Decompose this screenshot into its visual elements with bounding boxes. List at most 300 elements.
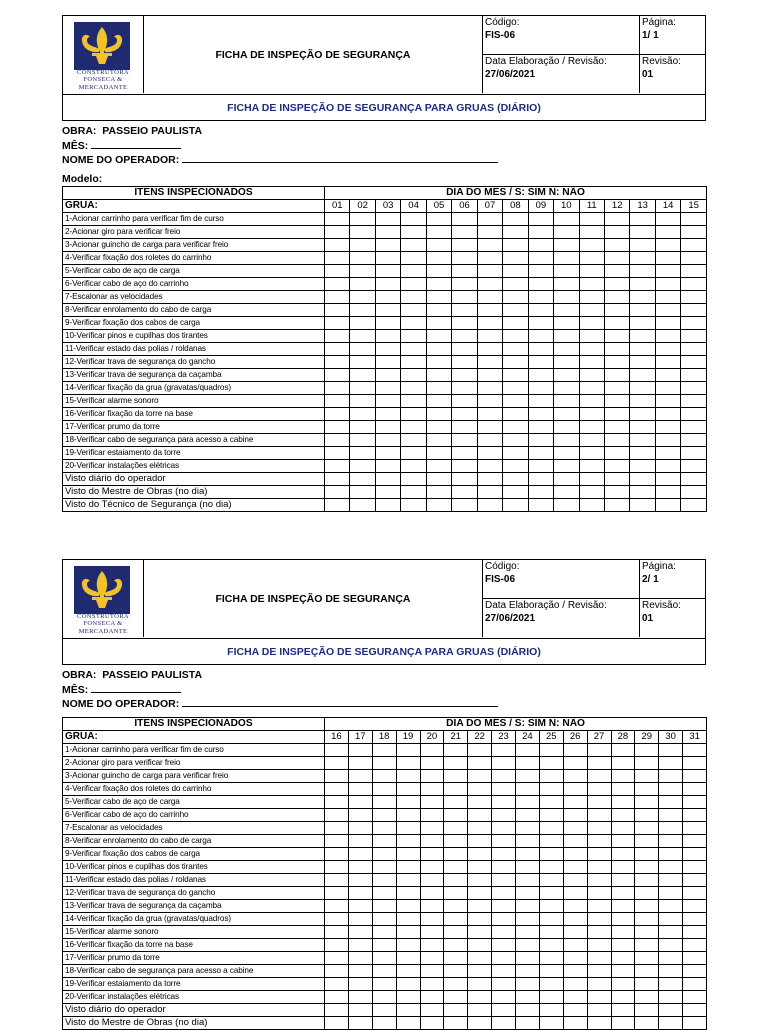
check-cell[interactable] (655, 239, 680, 252)
check-cell[interactable] (579, 486, 604, 499)
check-cell[interactable] (348, 744, 372, 757)
check-cell[interactable] (587, 1004, 611, 1017)
check-cell[interactable] (579, 343, 604, 356)
check-cell[interactable] (477, 252, 502, 265)
check-cell[interactable] (348, 952, 372, 965)
check-cell[interactable] (325, 343, 350, 356)
check-cell[interactable] (401, 369, 426, 382)
check-cell[interactable] (348, 770, 372, 783)
check-cell[interactable] (539, 1004, 563, 1017)
check-cell[interactable] (325, 408, 350, 421)
check-cell[interactable] (348, 900, 372, 913)
check-cell[interactable] (635, 874, 659, 887)
check-cell[interactable] (587, 874, 611, 887)
check-cell[interactable] (325, 317, 350, 330)
check-cell[interactable] (492, 991, 516, 1004)
check-cell[interactable] (579, 239, 604, 252)
check-cell[interactable] (683, 783, 707, 796)
check-cell[interactable] (325, 434, 350, 447)
check-cell[interactable] (420, 796, 444, 809)
check-cell[interactable] (396, 978, 420, 991)
check-cell[interactable] (635, 757, 659, 770)
check-cell[interactable] (539, 809, 563, 822)
check-cell[interactable] (375, 265, 400, 278)
check-cell[interactable] (587, 965, 611, 978)
check-cell[interactable] (563, 1004, 587, 1017)
check-cell[interactable] (630, 486, 655, 499)
check-cell[interactable] (683, 926, 707, 939)
check-cell[interactable] (611, 887, 635, 900)
check-cell[interactable] (554, 226, 579, 239)
check-cell[interactable] (426, 473, 451, 486)
check-cell[interactable] (452, 434, 477, 447)
check-cell[interactable] (611, 1017, 635, 1030)
check-cell[interactable] (579, 330, 604, 343)
check-cell[interactable] (492, 848, 516, 861)
check-cell[interactable] (348, 835, 372, 848)
check-cell[interactable] (554, 421, 579, 434)
check-cell[interactable] (587, 822, 611, 835)
check-cell[interactable] (554, 343, 579, 356)
check-cell[interactable] (492, 1004, 516, 1017)
check-cell[interactable] (444, 952, 468, 965)
check-cell[interactable] (372, 757, 396, 770)
check-cell[interactable] (655, 499, 680, 512)
check-cell[interactable] (492, 939, 516, 952)
check-cell[interactable] (587, 861, 611, 874)
check-cell[interactable] (348, 887, 372, 900)
check-cell[interactable] (579, 252, 604, 265)
check-cell[interactable] (681, 239, 707, 252)
check-cell[interactable] (444, 900, 468, 913)
check-cell[interactable] (516, 835, 540, 848)
check-cell[interactable] (563, 913, 587, 926)
check-cell[interactable] (492, 913, 516, 926)
check-cell[interactable] (554, 369, 579, 382)
check-cell[interactable] (372, 965, 396, 978)
check-cell[interactable] (604, 278, 629, 291)
check-cell[interactable] (611, 783, 635, 796)
check-cell[interactable] (426, 499, 451, 512)
check-cell[interactable] (563, 783, 587, 796)
check-cell[interactable] (348, 861, 372, 874)
check-cell[interactable] (444, 809, 468, 822)
check-cell[interactable] (444, 796, 468, 809)
check-cell[interactable] (635, 770, 659, 783)
check-cell[interactable] (659, 926, 683, 939)
check-cell[interactable] (350, 382, 375, 395)
check-cell[interactable] (683, 744, 707, 757)
check-cell[interactable] (681, 382, 707, 395)
check-cell[interactable] (375, 291, 400, 304)
check-cell[interactable] (681, 317, 707, 330)
check-cell[interactable] (681, 252, 707, 265)
check-cell[interactable] (452, 252, 477, 265)
check-cell[interactable] (325, 952, 349, 965)
check-cell[interactable] (325, 861, 349, 874)
check-cell[interactable] (655, 369, 680, 382)
check-cell[interactable] (420, 744, 444, 757)
check-cell[interactable] (503, 473, 528, 486)
check-cell[interactable] (350, 395, 375, 408)
check-cell[interactable] (492, 978, 516, 991)
check-cell[interactable] (350, 291, 375, 304)
check-cell[interactable] (396, 874, 420, 887)
check-cell[interactable] (630, 291, 655, 304)
check-cell[interactable] (452, 356, 477, 369)
check-cell[interactable] (348, 783, 372, 796)
check-cell[interactable] (659, 887, 683, 900)
check-cell[interactable] (396, 926, 420, 939)
check-cell[interactable] (426, 408, 451, 421)
check-cell[interactable] (372, 978, 396, 991)
check-cell[interactable] (630, 226, 655, 239)
check-cell[interactable] (477, 395, 502, 408)
check-cell[interactable] (563, 848, 587, 861)
check-cell[interactable] (630, 460, 655, 473)
check-cell[interactable] (554, 252, 579, 265)
check-cell[interactable] (579, 369, 604, 382)
check-cell[interactable] (375, 304, 400, 317)
check-cell[interactable] (396, 991, 420, 1004)
check-cell[interactable] (604, 486, 629, 499)
check-cell[interactable] (655, 265, 680, 278)
check-cell[interactable] (539, 770, 563, 783)
check-cell[interactable] (604, 499, 629, 512)
check-cell[interactable] (503, 317, 528, 330)
check-cell[interactable] (539, 822, 563, 835)
check-cell[interactable] (655, 226, 680, 239)
check-cell[interactable] (503, 486, 528, 499)
check-cell[interactable] (516, 757, 540, 770)
check-cell[interactable] (579, 447, 604, 460)
check-cell[interactable] (503, 408, 528, 421)
check-cell[interactable] (635, 1017, 659, 1030)
check-cell[interactable] (528, 330, 553, 343)
check-cell[interactable] (348, 991, 372, 1004)
check-cell[interactable] (630, 304, 655, 317)
check-cell[interactable] (630, 252, 655, 265)
check-cell[interactable] (477, 278, 502, 291)
check-cell[interactable] (325, 226, 350, 239)
check-cell[interactable] (426, 356, 451, 369)
check-cell[interactable] (635, 744, 659, 757)
check-cell[interactable] (401, 239, 426, 252)
check-cell[interactable] (444, 913, 468, 926)
check-cell[interactable] (528, 447, 553, 460)
check-cell[interactable] (611, 926, 635, 939)
check-cell[interactable] (452, 291, 477, 304)
check-cell[interactable] (396, 1004, 420, 1017)
check-cell[interactable] (426, 317, 451, 330)
check-cell[interactable] (375, 486, 400, 499)
check-cell[interactable] (477, 265, 502, 278)
check-cell[interactable] (681, 447, 707, 460)
check-cell[interactable] (659, 913, 683, 926)
check-cell[interactable] (401, 499, 426, 512)
check-cell[interactable] (477, 369, 502, 382)
check-cell[interactable] (659, 796, 683, 809)
check-cell[interactable] (528, 278, 553, 291)
check-cell[interactable] (372, 939, 396, 952)
check-cell[interactable] (655, 486, 680, 499)
check-cell[interactable] (630, 278, 655, 291)
check-cell[interactable] (468, 874, 492, 887)
check-cell[interactable] (401, 252, 426, 265)
check-cell[interactable] (401, 460, 426, 473)
check-cell[interactable] (477, 304, 502, 317)
check-cell[interactable] (452, 421, 477, 434)
check-cell[interactable] (655, 382, 680, 395)
check-cell[interactable] (681, 408, 707, 421)
check-cell[interactable] (554, 447, 579, 460)
check-cell[interactable] (630, 239, 655, 252)
check-cell[interactable] (426, 395, 451, 408)
check-cell[interactable] (539, 835, 563, 848)
check-cell[interactable] (350, 486, 375, 499)
check-cell[interactable] (503, 343, 528, 356)
check-cell[interactable] (554, 382, 579, 395)
check-cell[interactable] (401, 265, 426, 278)
check-cell[interactable] (426, 239, 451, 252)
check-cell[interactable] (375, 408, 400, 421)
check-cell[interactable] (375, 356, 400, 369)
check-cell[interactable] (401, 434, 426, 447)
check-cell[interactable] (420, 770, 444, 783)
check-cell[interactable] (350, 408, 375, 421)
check-cell[interactable] (655, 304, 680, 317)
check-cell[interactable] (375, 499, 400, 512)
check-cell[interactable] (468, 757, 492, 770)
check-cell[interactable] (420, 822, 444, 835)
check-cell[interactable] (325, 913, 349, 926)
check-cell[interactable] (348, 822, 372, 835)
check-cell[interactable] (325, 874, 349, 887)
check-cell[interactable] (477, 226, 502, 239)
check-cell[interactable] (683, 1017, 707, 1030)
check-cell[interactable] (630, 395, 655, 408)
check-cell[interactable] (420, 900, 444, 913)
check-cell[interactable] (325, 499, 350, 512)
check-cell[interactable] (611, 874, 635, 887)
check-cell[interactable] (528, 434, 553, 447)
check-cell[interactable] (350, 343, 375, 356)
check-cell[interactable] (444, 835, 468, 848)
check-cell[interactable] (452, 369, 477, 382)
check-cell[interactable] (444, 965, 468, 978)
check-cell[interactable] (325, 1004, 349, 1017)
check-cell[interactable] (444, 848, 468, 861)
check-cell[interactable] (563, 952, 587, 965)
check-cell[interactable] (681, 499, 707, 512)
check-cell[interactable] (655, 447, 680, 460)
check-cell[interactable] (587, 991, 611, 1004)
check-cell[interactable] (468, 991, 492, 1004)
check-cell[interactable] (683, 887, 707, 900)
check-cell[interactable] (516, 965, 540, 978)
check-cell[interactable] (426, 382, 451, 395)
check-cell[interactable] (579, 265, 604, 278)
check-cell[interactable] (375, 447, 400, 460)
check-cell[interactable] (528, 317, 553, 330)
check-cell[interactable] (539, 887, 563, 900)
check-cell[interactable] (325, 382, 350, 395)
check-cell[interactable] (554, 304, 579, 317)
check-cell[interactable] (604, 434, 629, 447)
check-cell[interactable] (587, 783, 611, 796)
check-cell[interactable] (604, 421, 629, 434)
check-cell[interactable] (420, 861, 444, 874)
check-cell[interactable] (655, 356, 680, 369)
check-cell[interactable] (401, 226, 426, 239)
check-cell[interactable] (611, 965, 635, 978)
check-cell[interactable] (516, 926, 540, 939)
check-cell[interactable] (579, 356, 604, 369)
check-cell[interactable] (444, 757, 468, 770)
check-cell[interactable] (492, 835, 516, 848)
check-cell[interactable] (325, 278, 350, 291)
check-cell[interactable] (655, 252, 680, 265)
check-cell[interactable] (444, 1004, 468, 1017)
check-cell[interactable] (604, 460, 629, 473)
check-cell[interactable] (492, 796, 516, 809)
check-cell[interactable] (635, 991, 659, 1004)
check-cell[interactable] (452, 395, 477, 408)
check-cell[interactable] (587, 809, 611, 822)
check-cell[interactable] (468, 783, 492, 796)
check-cell[interactable] (468, 887, 492, 900)
operador-field[interactable] (182, 152, 498, 163)
check-cell[interactable] (528, 252, 553, 265)
check-cell[interactable] (683, 952, 707, 965)
check-cell[interactable] (683, 848, 707, 861)
check-cell[interactable] (420, 965, 444, 978)
check-cell[interactable] (426, 434, 451, 447)
check-cell[interactable] (683, 796, 707, 809)
check-cell[interactable] (325, 330, 350, 343)
check-cell[interactable] (681, 434, 707, 447)
check-cell[interactable] (587, 939, 611, 952)
check-cell[interactable] (468, 861, 492, 874)
check-cell[interactable] (426, 486, 451, 499)
check-cell[interactable] (444, 770, 468, 783)
check-cell[interactable] (611, 848, 635, 861)
check-cell[interactable] (539, 939, 563, 952)
check-cell[interactable] (604, 356, 629, 369)
check-cell[interactable] (554, 317, 579, 330)
check-cell[interactable] (444, 874, 468, 887)
check-cell[interactable] (655, 395, 680, 408)
check-cell[interactable] (348, 965, 372, 978)
check-cell[interactable] (503, 421, 528, 434)
check-cell[interactable] (452, 278, 477, 291)
check-cell[interactable] (587, 770, 611, 783)
check-cell[interactable] (554, 278, 579, 291)
check-cell[interactable] (492, 783, 516, 796)
check-cell[interactable] (375, 421, 400, 434)
check-cell[interactable] (396, 952, 420, 965)
check-cell[interactable] (401, 278, 426, 291)
check-cell[interactable] (630, 343, 655, 356)
check-cell[interactable] (630, 382, 655, 395)
check-cell[interactable] (401, 304, 426, 317)
check-cell[interactable] (452, 213, 477, 226)
check-cell[interactable] (604, 447, 629, 460)
check-cell[interactable] (396, 796, 420, 809)
check-cell[interactable] (401, 317, 426, 330)
check-cell[interactable] (477, 356, 502, 369)
check-cell[interactable] (325, 809, 349, 822)
check-cell[interactable] (659, 757, 683, 770)
check-cell[interactable] (348, 913, 372, 926)
check-cell[interactable] (630, 447, 655, 460)
check-cell[interactable] (348, 848, 372, 861)
check-cell[interactable] (604, 265, 629, 278)
check-cell[interactable] (516, 744, 540, 757)
check-cell[interactable] (635, 822, 659, 835)
check-cell[interactable] (452, 317, 477, 330)
check-cell[interactable] (587, 926, 611, 939)
check-cell[interactable] (681, 278, 707, 291)
check-cell[interactable] (492, 887, 516, 900)
check-cell[interactable] (655, 278, 680, 291)
check-cell[interactable] (681, 421, 707, 434)
check-cell[interactable] (468, 913, 492, 926)
check-cell[interactable] (611, 796, 635, 809)
check-cell[interactable] (375, 252, 400, 265)
check-cell[interactable] (350, 499, 375, 512)
check-cell[interactable] (683, 1004, 707, 1017)
check-cell[interactable] (563, 822, 587, 835)
check-cell[interactable] (528, 473, 553, 486)
check-cell[interactable] (516, 952, 540, 965)
check-cell[interactable] (350, 421, 375, 434)
check-cell[interactable] (604, 395, 629, 408)
check-cell[interactable] (579, 421, 604, 434)
check-cell[interactable] (587, 913, 611, 926)
check-cell[interactable] (655, 408, 680, 421)
check-cell[interactable] (375, 226, 400, 239)
check-cell[interactable] (401, 408, 426, 421)
check-cell[interactable] (579, 291, 604, 304)
check-cell[interactable] (503, 447, 528, 460)
check-cell[interactable] (681, 304, 707, 317)
check-cell[interactable] (604, 369, 629, 382)
check-cell[interactable] (372, 848, 396, 861)
check-cell[interactable] (426, 226, 451, 239)
check-cell[interactable] (528, 369, 553, 382)
check-cell[interactable] (539, 744, 563, 757)
check-cell[interactable] (426, 265, 451, 278)
check-cell[interactable] (635, 809, 659, 822)
check-cell[interactable] (611, 744, 635, 757)
check-cell[interactable] (372, 1004, 396, 1017)
check-cell[interactable] (372, 952, 396, 965)
check-cell[interactable] (396, 965, 420, 978)
check-cell[interactable] (516, 874, 540, 887)
check-cell[interactable] (683, 809, 707, 822)
check-cell[interactable] (477, 499, 502, 512)
check-cell[interactable] (539, 874, 563, 887)
check-cell[interactable] (372, 744, 396, 757)
check-cell[interactable] (325, 1017, 349, 1030)
check-cell[interactable] (635, 900, 659, 913)
check-cell[interactable] (611, 913, 635, 926)
check-cell[interactable] (401, 382, 426, 395)
check-cell[interactable] (401, 473, 426, 486)
check-cell[interactable] (396, 939, 420, 952)
check-cell[interactable] (516, 770, 540, 783)
